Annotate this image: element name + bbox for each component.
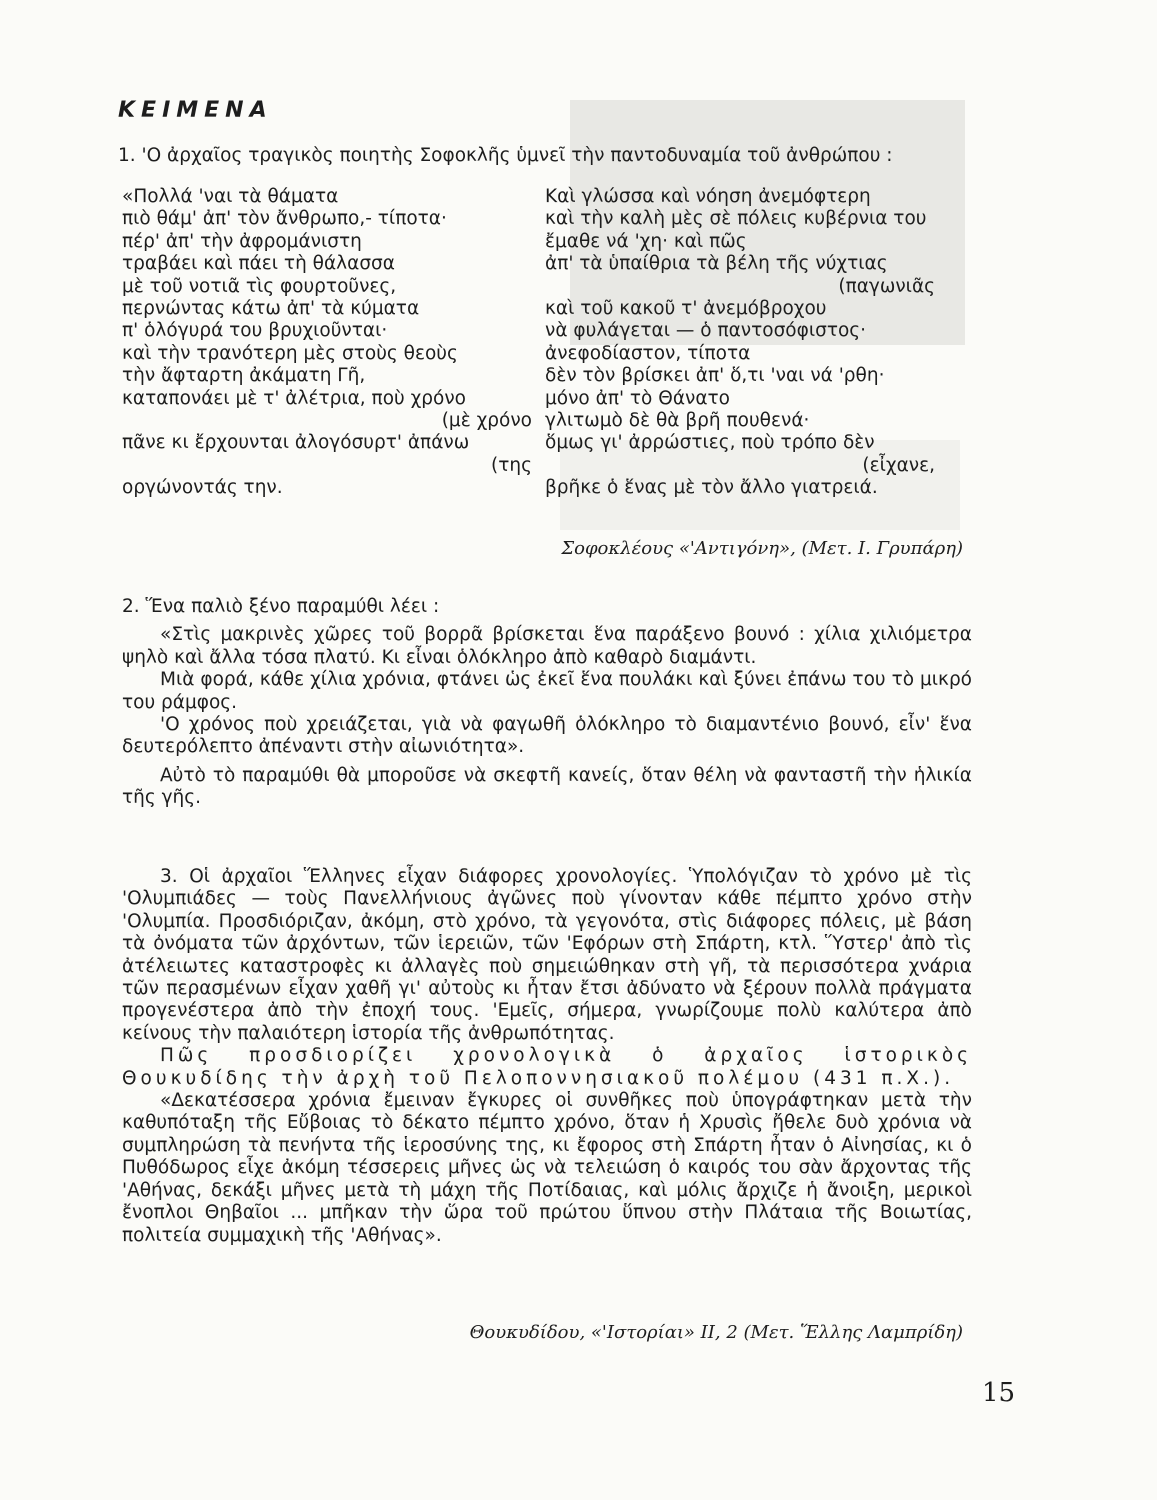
poem-line: πέρ' ἀπ' τὴν ἀφρομάνιστη bbox=[122, 230, 362, 252]
poem-line: μὲ τοῦ νοτιᾶ τὶς φουρτοῦνες, bbox=[122, 275, 397, 297]
citation-sophocles: Σοφοκλέους «'Αντιγόνη», (Μετ. Ι. Γρυπάρη) bbox=[561, 538, 963, 559]
section2-intro: 2. Ἕνα παλιὸ ξένο παραμύθι λέει : bbox=[122, 596, 440, 617]
poem-line: (μὲ χρόνο bbox=[441, 409, 532, 431]
poem-line: (παγωνιᾶς bbox=[838, 275, 935, 297]
poem-line: (εἶχανε, bbox=[862, 454, 935, 476]
poem-line: βρῆκε ὁ ἕνας μὲ τὸν ἄλλο γιατρειά. bbox=[545, 477, 878, 499]
poem-line: ὅμως γι' ἀρρώστιες, ποὺ τρόπο δὲν bbox=[545, 432, 875, 454]
poem-line: καὶ τὴν τρανότερη μὲς στοὺς θεοὺς bbox=[122, 342, 458, 364]
poem-left-column bbox=[122, 186, 532, 499]
citation-thucydides: Θουκυδίδου, «'Ιστορίαι» ΙΙ, 2 (Μετ. Ἕλλης Λαμπρίδη) bbox=[469, 1322, 963, 1343]
poem-line: τραβάει καὶ πάει τὴ θάλασσα bbox=[122, 253, 395, 275]
poem-line: περνώντας κάτω ἀπ' τὰ κύματα bbox=[122, 297, 420, 319]
poem-line: (της bbox=[491, 454, 532, 476]
poem-line: καὶ τοῦ κακοῦ τ' ἀνεμόβροχου bbox=[545, 297, 827, 319]
poem-line: «Πολλά 'ναι τὰ θάματα bbox=[122, 186, 339, 207]
poem-line: ἔμαθε νά 'χη· καὶ πῶς bbox=[545, 230, 747, 252]
poem-line: καὶ τὴν καλὴ μὲς σὲ πόλεις κυβέρνια του bbox=[545, 208, 927, 230]
section2-paragraph: 'Ο χρόνος ποὺ χρειάζεται, γιὰ νὰ φαγωθῆ ὁλόκληρο τὸ διαμαντένιο βουνό, εἶν' ἕνα δευτερόλεπτο ἀπέναντι στὴν αἰωνιότητα». bbox=[122, 714, 972, 758]
section1-intro: 1. 'Ο ἀρχαῖος τραγικὸς ποιητὴς Σοφοκλῆς ὑμνεῖ τὴν παντοδυναμία τοῦ ἀνθρώπου : bbox=[118, 145, 893, 166]
poem-line: πιὸ θάμ' ἀπ' τὸν ἄνθρωπο,- τίποτα· bbox=[122, 208, 447, 230]
poem-line: ἀπ' τὰ ὑπαίθρια τὰ βέλη τῆς νύχτιας bbox=[545, 253, 888, 275]
page-number: 15 bbox=[982, 1378, 1016, 1408]
poem-line: πᾶνε κι ἔρχουνται ἀλογόσυρτ' ἀπάνω bbox=[122, 432, 470, 454]
section3-paragraph: 3. Οἱ ἀρχαῖοι Ἕλληνες εἶχαν διάφορες χρονολογίες. Ὑπολόγιζαν τὸ χρόνο μὲ τὶς 'Ολυμπιάδες — τοὺς Πανελλήνιους ἀγῶνες ποὺ γίνονταν κάθε πέμπτο χρόνο στὴν 'Ολυμπία. Προσδιόριζαν, ἀκόμη, στὸ χρόνο, τὰ γεγονότα, στὶς διάφορες πόλεις, μὲ βάση τὰ ὀνόματα τῶν ἀρχόντων, τῶν ἱερειῶν, τῶν 'Εφόρων στὴ Σπάρτη, κτλ. Ὕστερ' ἀπὸ τὶς ἀτέλειωτες καταστροφὲς κι ἀλλαγὲς ποὺ σημειώθηκαν στὴ γῆ, τὰ περισσότερα χνάρια τῶν περασμένων εἶχαν χαθῆ γι' αὐτοὺς κι ἦταν ἔτσι ἀδύνατο νὰ ξέρουν πολλὰ πράγματα προγενέστερα ἀπὸ τὴν ἐποχή τους. 'Εμεῖς, σήμερα, γνωρίζουμε πολὺ καλύτερα ἀπὸ κείνους τὴν παλαιότερη ἱστορία τῆς ἀνθρωπότητας. bbox=[122, 866, 972, 1044]
poem-line: Καὶ γλώσσα καὶ νόηση ἀνεμόφτερη bbox=[545, 186, 871, 207]
poem-line: π' ὁλόγυρά του βρυχιοῦνται· bbox=[122, 320, 388, 342]
poem-line: τὴν ἄφταρτη ἀκάματη Γῆ, bbox=[122, 365, 366, 387]
section3 bbox=[122, 866, 972, 1247]
poem-line: καταπονάει μὲ τ' ἀλέτρια, ποὺ χρόνο bbox=[122, 387, 466, 409]
section2-paragraph: Μιὰ φορά, κάθε χίλια χρόνια, φτάνει ὡς ἐκεῖ ἕνα πουλάκι καὶ ξύνει ἐπάνω του τὸ μικρό του ράμφος. bbox=[122, 669, 972, 713]
poem-line: ἀνεφοδίαστον, τίποτα bbox=[545, 342, 751, 364]
poem-line: μόνο ἀπ' τὸ Θάνατο bbox=[545, 387, 730, 409]
poem-line: γλιτωμὸ δὲ θὰ βρῆ πουθενά· bbox=[545, 409, 810, 431]
poem-line: οργώνοντάς την. bbox=[122, 477, 283, 499]
section2 bbox=[122, 596, 972, 810]
section3-question: Πῶς προσδιορίζει χρονολογικὰ ὁ ἀρχαῖος ἱστορικὸς Θουκυδίδης τὴν ἀρχὴ τοῦ Πελοποννησιακοῦ πολέμου (431 π.Χ.). bbox=[122, 1045, 972, 1089]
section-heading: ΚΕΙΜΕΝΑ bbox=[118, 98, 273, 123]
section3-quote: «Δεκατέσσερα χρόνια ἔμειναν ἔγκυρες οἱ συνθῆκες ποὺ ὑπογράφτηκαν μετὰ τὴν καθυπόταξη τῆς Εὔβοιας τὸ δέκατο πέμπτο χρόνο, ὅταν ἡ Χρυσὶς ἤθελε δυὸ χρόνια νὰ συμπληρώση τὰ πενήντα τῆς ἱεροσύνης της, κι ἔφορος στὴ Σπάρτη ἦταν ὁ Αἰνησίας, κι ὁ Πυθόδωρος εἶχε ἀκόμη τέσσερεις μῆνες ὡς νὰ τελειώση ὁ καιρός του σὰν ἄρχοντας τῆς 'Αθήνας, δεκάξι μῆνες μετὰ τὴ μάχη τῆς Ποτίδαιας, καὶ μόλις ἄρχιζε ἡ ἄνοιξη, μερικοὶ ἔνοπλοι Θηβαῖοι ... μπῆκαν τὴν ὥρα τοῦ πρώτου ὕπνου στὴν Πλάταια τῆς Βοιωτίας, πολιτεία συμμαχικὴ τῆς 'Αθήνας». bbox=[122, 1090, 972, 1246]
poem-line: νὰ φυλάγεται — ὁ παντοσόφιστος· bbox=[545, 320, 867, 342]
poem-line: δὲν τὸν βρίσκει ἀπ' ὅ,τι 'ναι νά 'ρθη· bbox=[545, 365, 885, 387]
section2-paragraph: «Στὶς μακρινὲς χῶρες τοῦ βορρᾶ βρίσκεται ἕνα παράξενο βουνό : χίλια χιλιόμετρα ψηλὸ καὶ ἄλλα τόσα πλατύ. Κι εἶναι ὁλόκληρο ἀπὸ καθαρὸ διαμάντι. bbox=[122, 624, 972, 668]
section2-paragraph: Αὐτὸ τὸ παραμύθι θὰ μποροῦσε νὰ σκεφτῆ κανείς, ὅταν θέλη νὰ φανταστῆ τὴν ἡλικία τῆς γῆς. bbox=[122, 764, 972, 809]
poem-right-column bbox=[545, 186, 935, 499]
